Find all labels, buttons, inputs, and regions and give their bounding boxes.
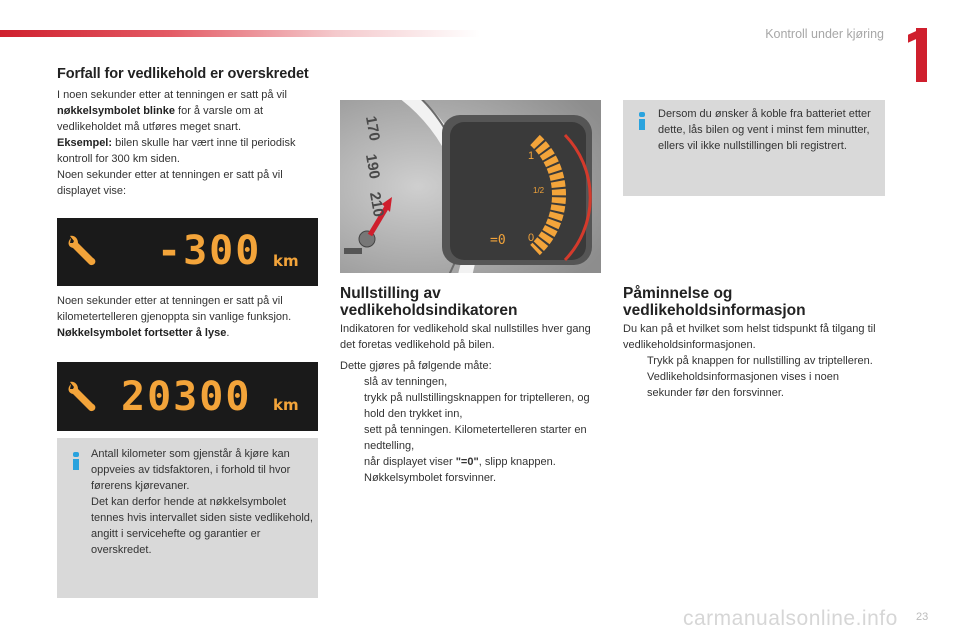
- list-item: når displayet viser "=0", slipp knappen. Nøkkelsymbolet forsvinner.: [364, 456, 556, 484]
- gauge-display-reading: =0: [490, 233, 506, 248]
- list-item: trykk på nullstillingsknappen for triptelleren, og hold den trykket inn,: [364, 392, 590, 420]
- list-item: sett på tenningen. Kilometertelleren starter en nedtelling,: [364, 424, 587, 452]
- speed-label: 190: [361, 152, 384, 181]
- page-number: 23: [916, 611, 929, 623]
- info-icon: [637, 112, 647, 130]
- reminder-intro: Du kan på et hvilket som helst tidspunkt få tilgang til vedlikeholdsinformasjonen.: [623, 323, 876, 351]
- header-accent-bar: [0, 30, 480, 37]
- page-heading: Forfall for vedlikehold er overskredet: [57, 66, 309, 82]
- info-box-battery: [623, 100, 885, 196]
- info-text: Antall kilometer som gjenstår å kjøre kan oppveies av tidsfaktoren, i forhold til hvor førerens kjørevaner. Det kan derfor hende at nøkkelsymbolet tennes hvis intervallet siden siste vedlikehold, angitt i servicehefte og garantier er overskredet.: [91, 448, 313, 556]
- reset-procedure-label: Dette gjøres på følgende måte:: [340, 360, 492, 372]
- intro-paragraph: I noen sekunder etter at tenningen er satt på vil nøkkelsymbolet blinke for å varsle om at vedlikeholdet må utføres meget snart. Eksempel: bilen skulle har vært inne til periodisk kontroll for 300 km siden. Noen sekunder etter at tenningen er satt på vil displayet vise:: [57, 89, 296, 197]
- info-box-mileage: [57, 438, 318, 598]
- display-value: 20300: [121, 374, 252, 420]
- fuel-label: 1: [528, 150, 535, 162]
- list-item: Trykk på knappen for nullstilling av triptelleren. Vedlikeholdsinformasjonen vises i noen sekunder før den forsvinner.: [647, 355, 873, 399]
- resume-paragraph: Noen sekunder etter at tenningen er satt på vil kilometertelleren gjenoppta sin vanlige funksjon. Nøkkelsymbolet fortsetter å lyse.: [57, 295, 292, 339]
- watermark: carmanualsonline.info: [683, 607, 898, 630]
- speed-label: 170: [361, 114, 384, 143]
- display-value: -300: [157, 228, 262, 274]
- info-text: Dersom du ønsker å koble fra batteriet etter dette, lås bilen og vent i minst fem minutter, ellers vil ikke nullstillingen bli registrert.: [658, 108, 871, 152]
- chapter-number-glyph: [908, 28, 930, 82]
- odometer-display-overdue: [57, 218, 318, 286]
- display-unit: km: [273, 396, 299, 414]
- display-unit: km: [273, 252, 299, 270]
- info-icon: [71, 452, 81, 470]
- reset-intro: Indikatoren for vedlikehold skal nullstilles hver gang det foretas vedlikehold på bilen.: [340, 323, 591, 351]
- section-title: Kontroll under kjøring: [765, 27, 884, 41]
- odometer-display-normal: [57, 362, 318, 431]
- reminder-steps: [623, 353, 885, 401]
- fuel-label: 1/2: [533, 186, 545, 195]
- list-item: slå av tenningen,: [364, 376, 448, 388]
- fuel-label: 0: [528, 232, 535, 244]
- instrument-cluster-photo: [340, 100, 601, 273]
- wrench-icon: [65, 232, 101, 268]
- reminder-heading: Påminnelse og vedlikeholdsinformasjon: [623, 285, 806, 319]
- wrench-icon: [65, 378, 101, 414]
- reset-steps: [340, 374, 602, 486]
- reset-heading: Nullstilling av vedlikeholdsindikatoren: [340, 285, 518, 319]
- speed-label: 210: [365, 190, 388, 219]
